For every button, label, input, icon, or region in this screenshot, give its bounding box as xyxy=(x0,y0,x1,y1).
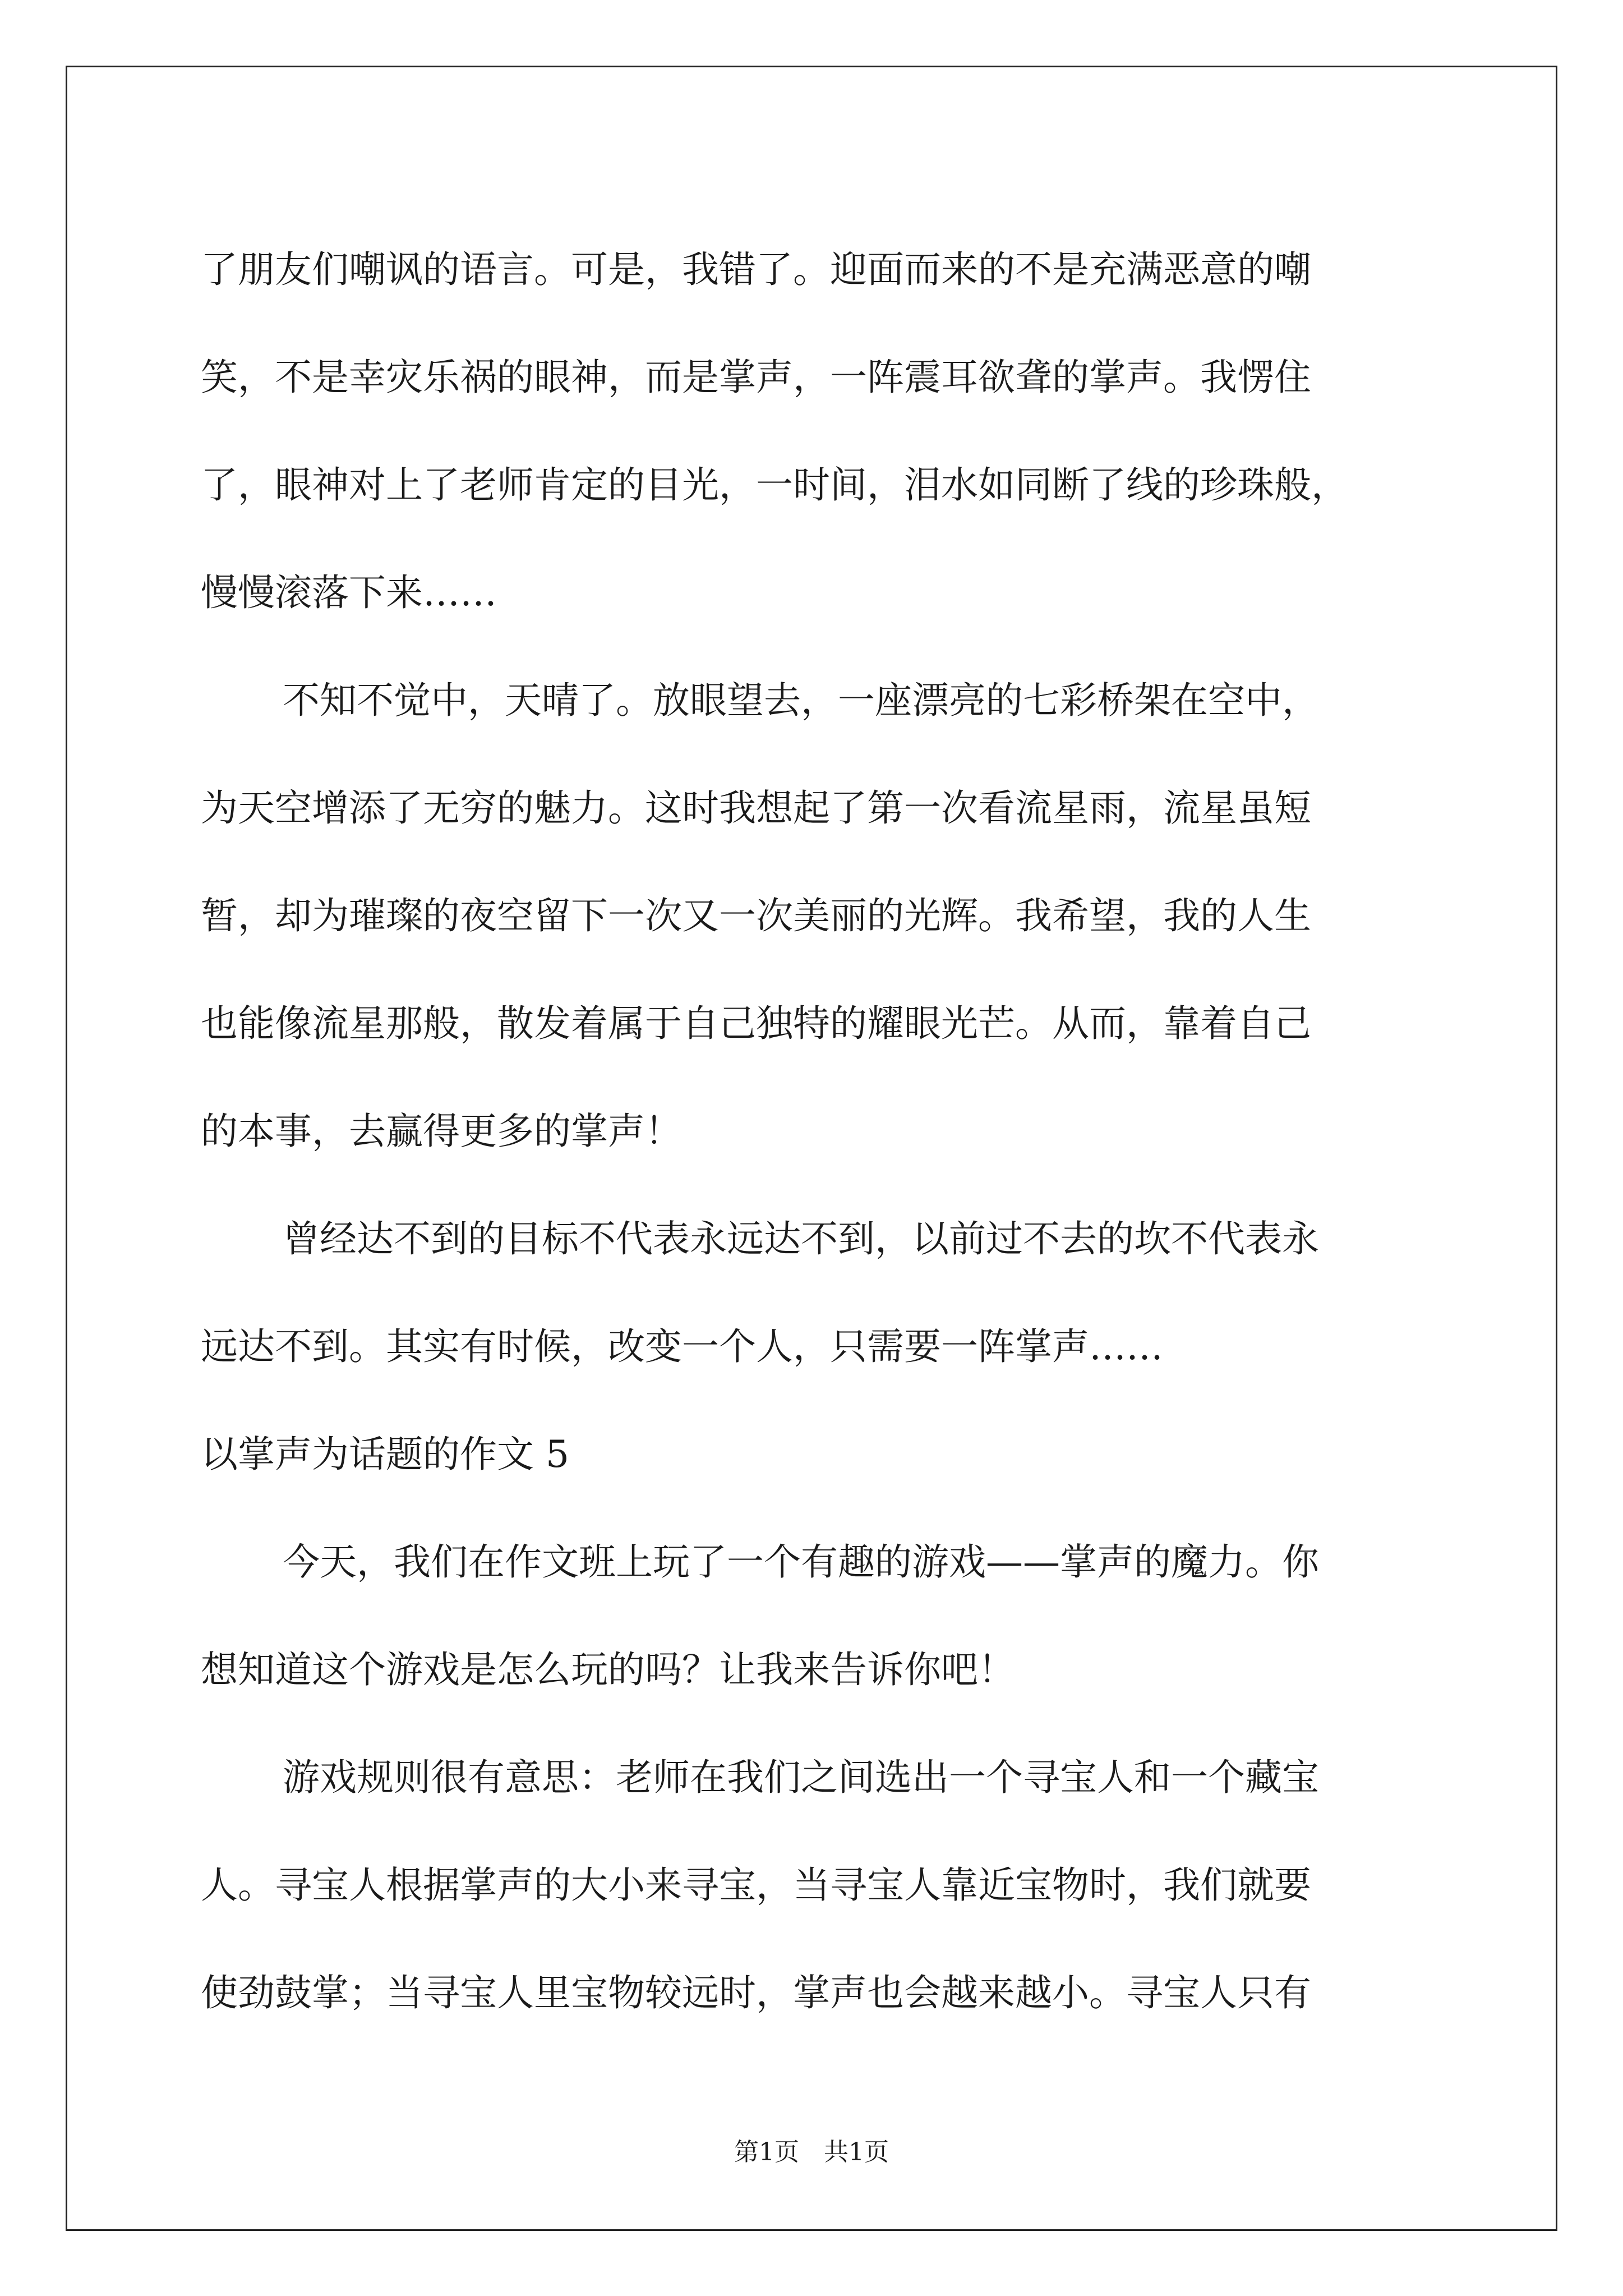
text-line: 的本事，去赢得更多的掌声！ xyxy=(201,1110,682,1153)
text-line: 也能像流星那般，散发着属于自己独特的耀眼光芒。从而，靠着自己 xyxy=(201,1002,1311,1045)
text-line: 游戏规则很有意思：老师在我们之间选出一个寻宝人和一个藏宝 xyxy=(283,1756,1319,1799)
section-heading: 以掌声为话题的作文 5 xyxy=(201,1433,569,1476)
text-line: 了，眼神对上了老师肯定的目光，一时间，泪水如同断了线的珍珠般， xyxy=(201,463,1348,507)
page-footer: 第1页 共1页 xyxy=(734,2138,889,2166)
text-line: 远达不到。其实有时候，改变一个人，只需要一阵掌声…… xyxy=(201,1325,1163,1368)
text-line: 暂，却为璀璨的夜空留下一次又一次美丽的光辉。我希望，我的人生 xyxy=(201,894,1311,937)
text-line: 今天，我们在作文班上玩了一个有趣的游戏——掌声的魔力。你 xyxy=(283,1540,1319,1584)
document-body xyxy=(201,216,1435,2047)
text-line: 为天空增添了无穷的魅力。这时我想起了第一次看流星雨，流星虽短 xyxy=(201,786,1311,830)
text-line: 曾经达不到的目标不代表永远达不到，以前过不去的坎不代表永 xyxy=(283,1217,1319,1260)
text-line: 想知道这个游戏是怎么玩的吗？让我来告诉你吧！ xyxy=(201,1648,1015,1691)
text-line: 不知不觉中，天晴了。放眼望去，一座漂亮的七彩桥架在空中， xyxy=(283,679,1319,722)
text-line: 了朋友们嘲讽的语言。可是，我错了。迎面而来的不是充满恶意的嘲 xyxy=(201,248,1311,291)
text-line: 使劲鼓掌；当寻宝人里宝物较远时，掌声也会越来越小。寻宝人只有 xyxy=(201,1971,1311,2014)
text-line: 笑，不是幸灾乐祸的眼神，而是掌声，一阵震耳欲聋的掌声。我愣住 xyxy=(201,356,1311,399)
text-line: 慢慢滚落下来…… xyxy=(201,571,497,614)
text-line: 人。寻宝人根据掌声的大小来寻宝，当寻宝人靠近宝物时，我们就要 xyxy=(201,1864,1311,1907)
